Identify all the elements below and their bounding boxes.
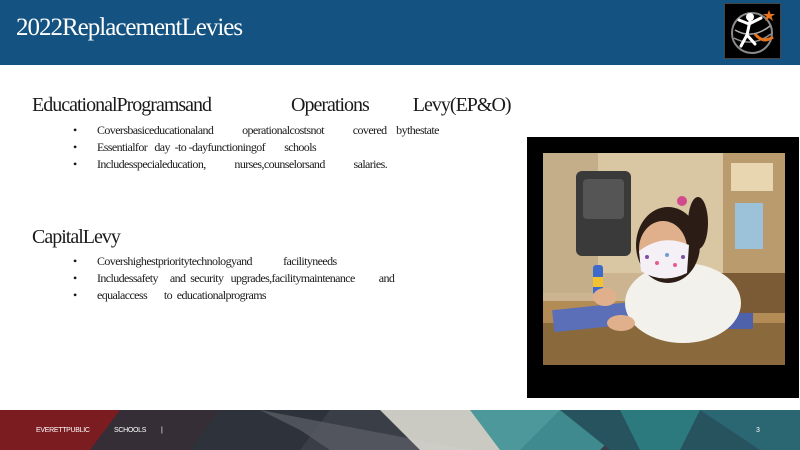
section-heading-capital: CapitalLevy	[32, 226, 120, 248]
footer-bar	[0, 410, 800, 450]
title-bar	[0, 0, 800, 65]
list-item: • Coversbasiceducationaland operationalcostsnot covered bythestate	[73, 122, 439, 139]
footer-org-left: EVERETTPUBLIC	[36, 427, 90, 434]
footer-separator: |	[161, 427, 163, 434]
epo-bullet-list	[73, 122, 439, 173]
list-item: • Includessafety and security upgrades,facilitymaintenance and	[73, 270, 394, 287]
section-heading-epo: EducationalProgramsand Operations Levy(EP&O)	[32, 94, 511, 116]
student-classroom-photo	[543, 153, 785, 365]
list-item: • Covershighestprioritytechnologyand facilityneeds	[73, 253, 394, 270]
footer-org-right: SCHOOLS	[114, 427, 147, 434]
list-item: • Essentialfor day -to -dayfunctioningof schools	[73, 139, 439, 156]
capital-bullet-list	[73, 253, 394, 304]
page-number: 3	[756, 427, 760, 434]
slide-title: 2022ReplacementLevies	[16, 14, 243, 41]
list-item-continuation: • equalaccess to educationalprograms	[73, 287, 394, 304]
student-photo-frame	[527, 137, 799, 398]
school-district-logo-icon	[724, 3, 781, 59]
list-item: • Includesspecialeducation, nurses,counselorsand salaries.	[73, 156, 439, 173]
